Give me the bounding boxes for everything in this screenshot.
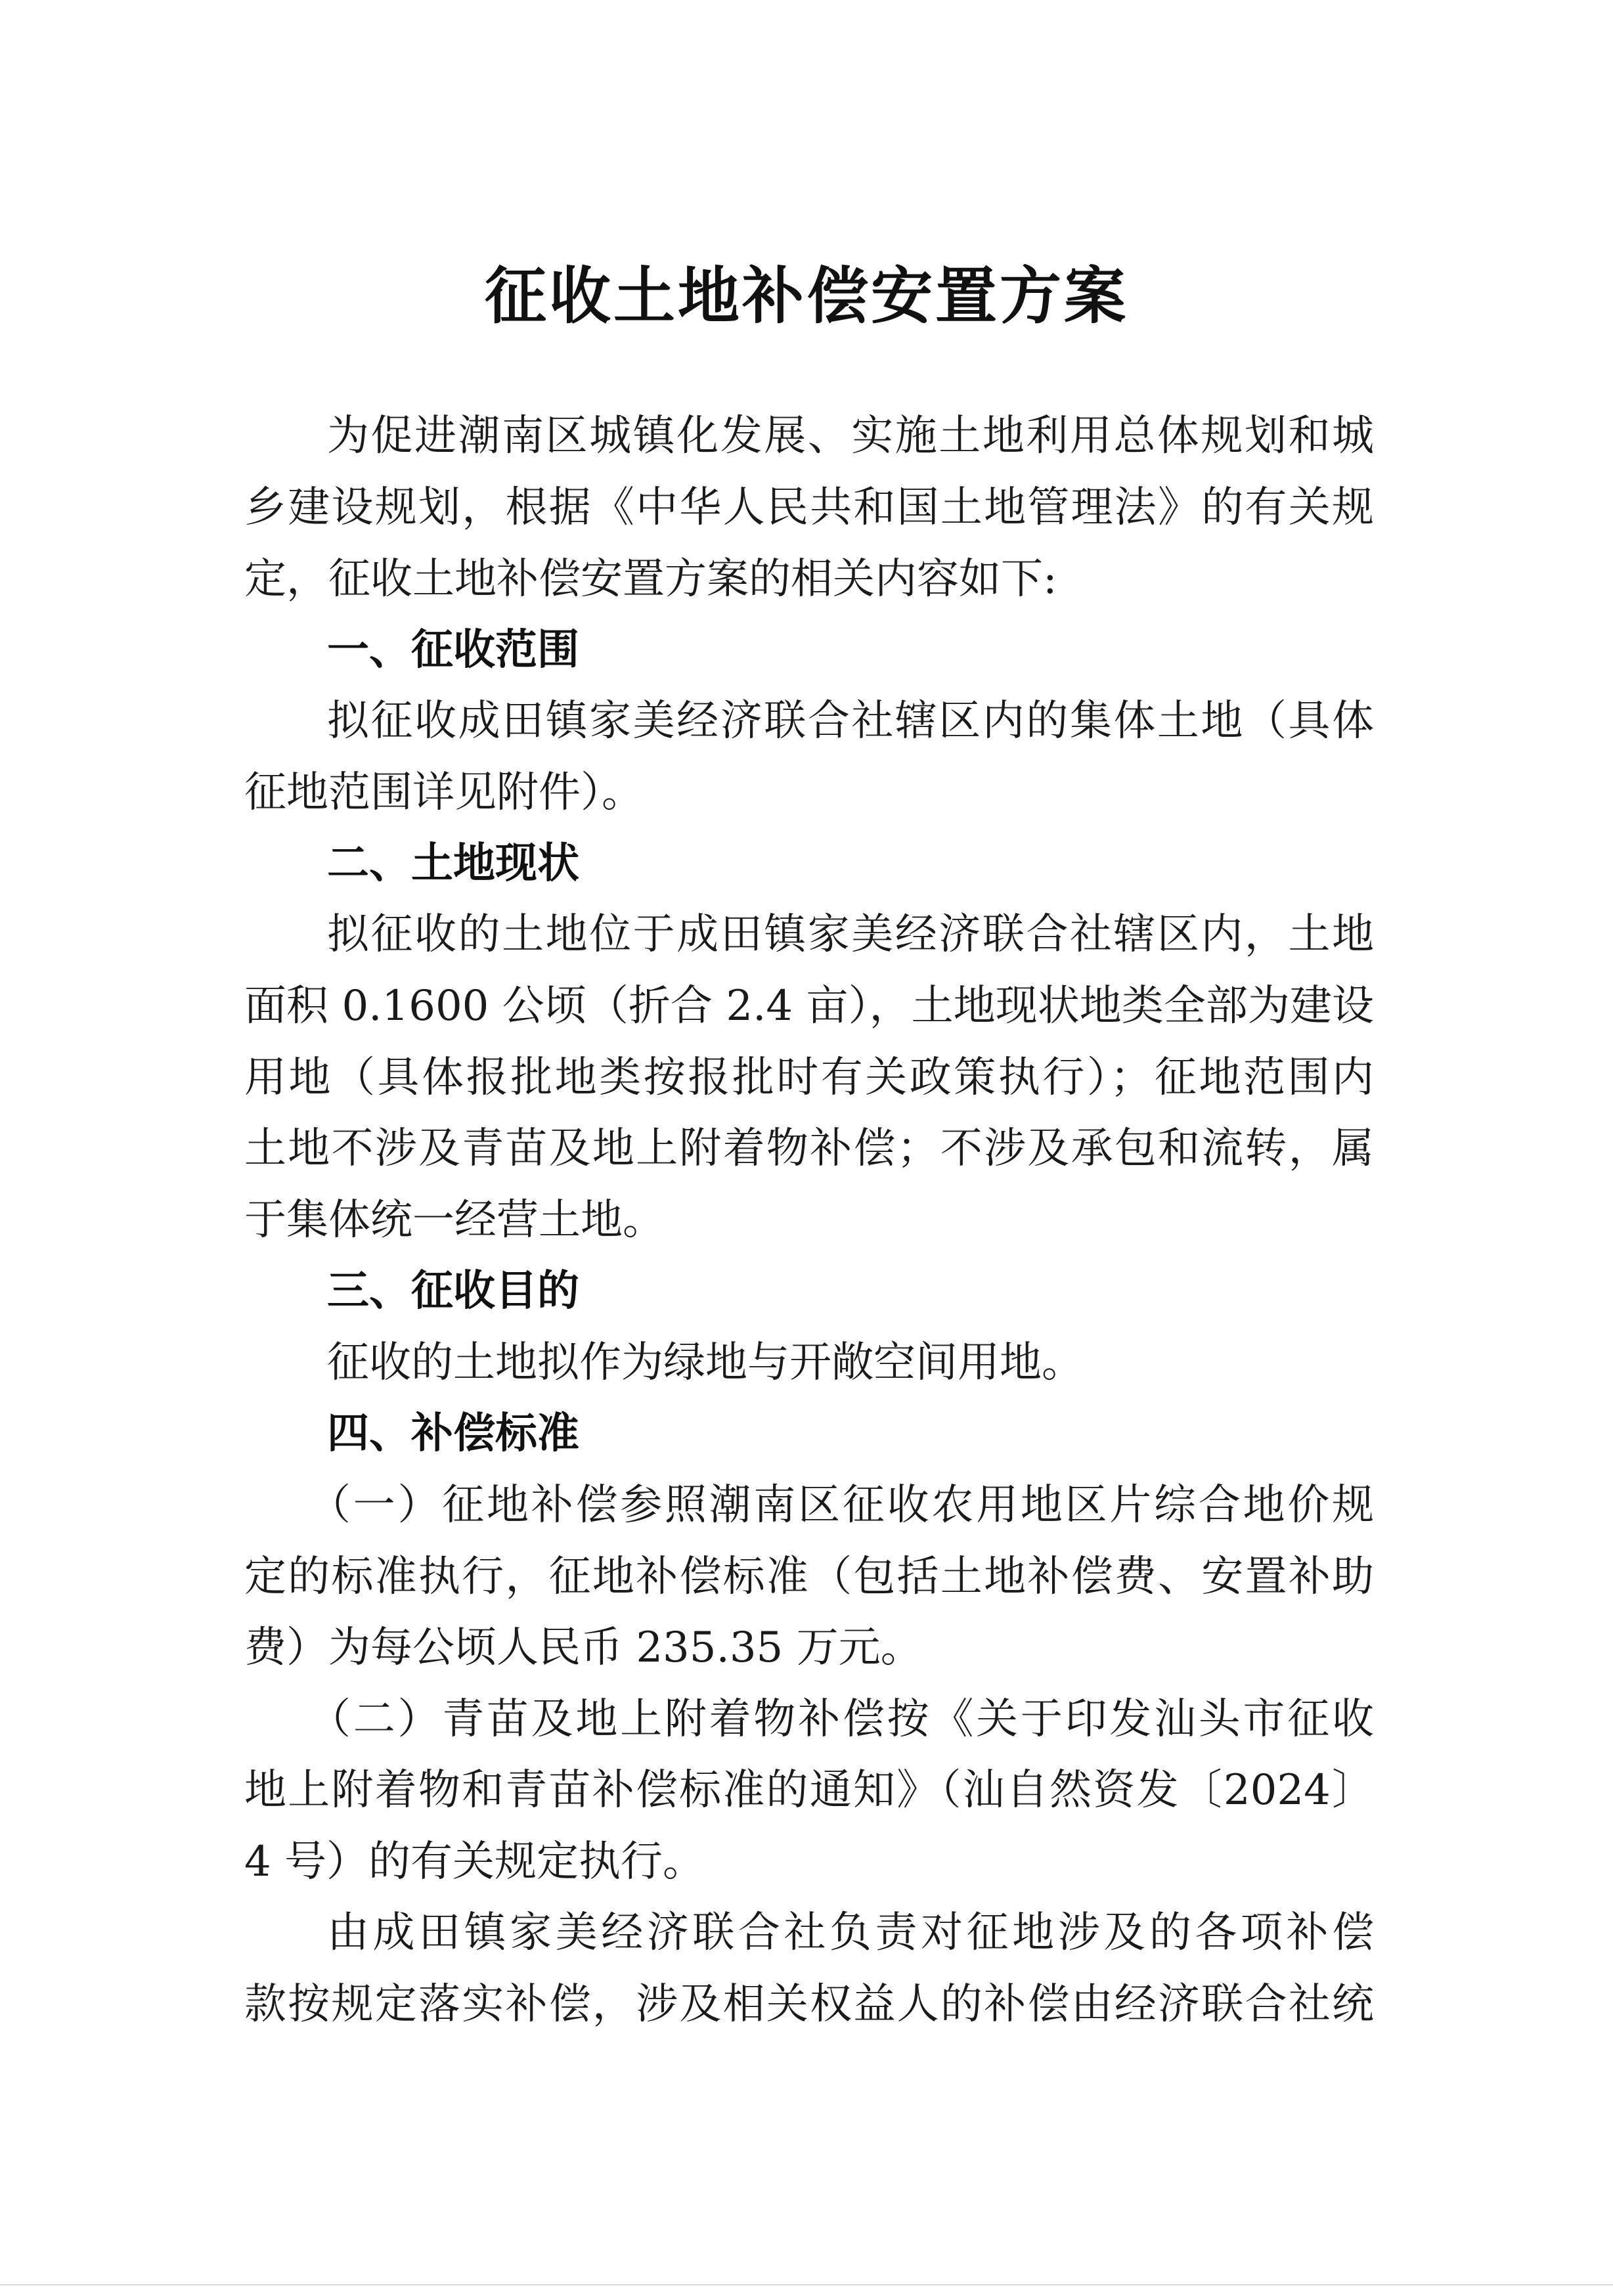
paragraph-line: 由成田镇家美经济联合社负责对征地涉及的各项补偿 [327, 1909, 1374, 1957]
scan-edge-line [0, 2284, 1613, 2285]
document-title: 征收土地补偿安置方案 [484, 261, 1128, 332]
paragraph-line: 定的标准执行，征地补偿标准（包括土地补偿费、安置补助 [244, 1553, 1374, 1601]
paragraph-line: 于集体统一经营土地。 [244, 1196, 665, 1245]
paragraph-line: 地上附着物和青苗补偿标准的通知》（汕自然资发〔2024〕 [244, 1766, 1374, 1815]
paragraph-line: 4 号）的有关规定执行。 [244, 1838, 705, 1886]
paragraph-line: （一）征地补偿参照潮南区征收农用地区片综合地价规 [309, 1481, 1374, 1530]
paragraph-line: 拟征收的土地位于成田镇家美经济联合社辖区内，土地 [327, 910, 1374, 959]
section-heading-status: 二、土地现状 [327, 839, 579, 888]
paragraph-line: 征地范围详见附件）。 [244, 768, 644, 817]
paragraph-line: 拟征收成田镇家美经济联合社辖区内的集体土地（具体 [327, 697, 1374, 745]
section-heading-standard: 四、补偿标准 [327, 1409, 579, 1458]
paragraph-line: 费）为每公顷人民币 235.35 万元。 [244, 1623, 923, 1672]
paragraph-line: 定，征收土地补偿安置方案的相关内容如下: [244, 555, 1057, 604]
paragraph-line: 征收的土地拟作为绿地与开敞空间用地。 [327, 1338, 1084, 1387]
paragraph-line: 款按规定落实补偿，涉及相关权益人的补偿由经济联合社统 [244, 1980, 1374, 2029]
paragraph-line: 为促进潮南区城镇化发展、实施土地利用总体规划和城 [327, 412, 1374, 460]
paragraph-line: 土地不涉及青苗及地上附着物补偿；不涉及承包和流转，属 [244, 1124, 1374, 1173]
section-heading-scope: 一、征收范围 [327, 626, 579, 674]
paragraph-line: 面积 0.1600 公顷（折合 2.4 亩），土地现状地类全部为建设 [244, 982, 1374, 1030]
paragraph-line: （二）青苗及地上附着物补偿按《关于印发汕头市征收 [309, 1695, 1374, 1744]
paragraph-line: 乡建设规划，根据《中华人民共和国土地管理法》的有关规 [244, 483, 1374, 532]
paragraph-line: 用地（具体报批地类按报批时有关政策执行）；征地范围内 [244, 1053, 1374, 1102]
section-heading-purpose: 三、征收目的 [327, 1267, 579, 1315]
